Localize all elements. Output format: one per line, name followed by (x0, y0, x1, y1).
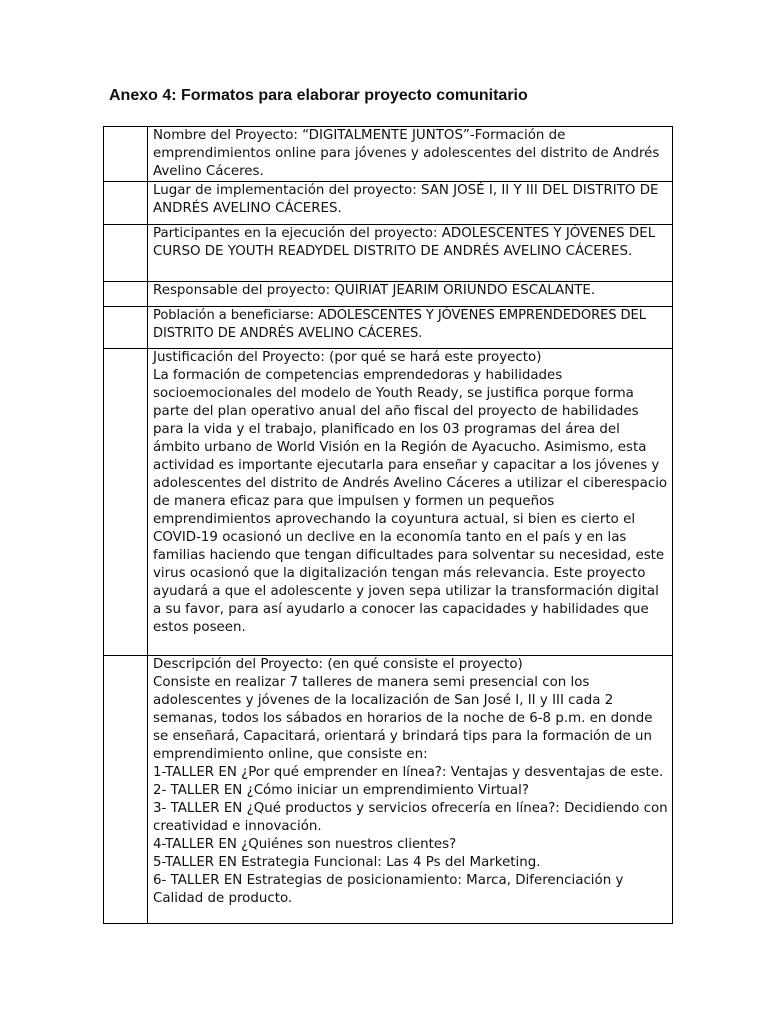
responsible-cell: Responsable del proyecto: QUIRIAT JEARIM ORIUNDO ESCALANTE. (148, 282, 673, 307)
workshop-item: 2- TALLER EN ¿Cómo iniciar un emprendimiento Virtual? (153, 783, 529, 798)
justification-heading: Justificación del Proyecto: (por qué se hará este proyecto) (153, 350, 542, 365)
table-row (104, 656, 673, 924)
table-row (104, 282, 673, 307)
row-number-cell (104, 307, 148, 349)
row-number-cell (104, 127, 148, 182)
row-number-cell (104, 349, 148, 656)
workshop-item: 6- TALLER EN Estrategias de posicionamiento: Marca, Diferenciación y Calidad de producto. (153, 873, 624, 906)
table-row (104, 127, 673, 182)
project-name-cell: Nombre del Proyecto: “DIGITALMENTE JUNTOS”-Formación de emprendimientos online para jóvenes y adolescentes del distrito de Andrés Avelino Cáceres. (148, 127, 673, 182)
table-row (104, 225, 673, 282)
row-number-cell (104, 656, 148, 924)
workshop-item: 3- TALLER EN ¿Qué productos y servicios ofrecería en línea?: Decidiendo con creatividad e innovación. (153, 801, 668, 834)
table-row (104, 182, 673, 225)
beneficiary-population-cell: Población a beneficiarse: ADOLESCENTES Y JÓVENES EMPRENDEDORES DEL DISTRITO DE ANDRÉS AVELINO CÁCERES. (148, 307, 673, 349)
row-number-cell (104, 225, 148, 282)
implementation-place-cell: Lugar de implementación del proyecto: SAN JOSÉ I, II Y III DEL DISTRITO DE ANDRÉS AVELINO CÁCERES. (148, 182, 673, 225)
description-cell (148, 656, 673, 924)
table-row (104, 349, 673, 656)
description-body: Consiste en realizar 7 talleres de manera semi presencial con los adolescentes y jóvenes de la localización de San José I, II y III cada 2 semanas, todos los sábados en horarios de la noche de 6-8 p.m. en donde se enseñará, Capacitará, orientará y brindará tips para la formación de un emprendimiento online, que consiste en: (153, 675, 653, 762)
workshop-item: 4-TALLER EN ¿Quiénes son nuestros clientes? (153, 837, 457, 852)
justification-body: La formación de competencias emprendedoras y habilidades socioemocionales del modelo de Youth Ready, se justifica porque forma parte del plan operativo anual del año fiscal del proyecto de habilidades para la vida y el trabajo, planificado en los 03 programas del área del ámbito urbano de World Visión en la Región de Ayacucho. Asimismo, esta actividad es importante ejecutarla para enseñar y capacitar a los jóvenes y adolescentes del distrito de Andrés Avelino Cáceres a utilizar el ciberespacio de manera eficaz para que impulsen y formen un pequeños emprendimientos aprovechando la coyuntura actual, si bien es cierto el COVID-19 ocasionó un declive en la economía tanto en el país y en las familias haciendo que tengan dificultades para solventar su necesidad, este virus ocasionó que la digitalización tengan más relevancia. Este proyecto ayudará a que el adolescente y joven sepa utilizar la transformación digital a su favor, para así ayudarlo a conocer las capacidades y habilidades que estos poseen. (153, 368, 668, 635)
table-row (104, 307, 673, 349)
participants-cell: Participantes en la ejecución del proyecto: ADOLESCENTES Y JÓVENES DEL CURSO DE YOUTH READYDEL DISTRITO DE ANDRÉS AVELINO CÁCERES. (148, 225, 673, 282)
row-number-cell (104, 182, 148, 225)
row-number-cell (104, 282, 148, 307)
project-format-table (103, 126, 673, 924)
description-heading: Descripción del Proyecto: (en qué consiste el proyecto) (153, 657, 523, 672)
justification-cell (148, 349, 673, 656)
workshop-item: 5-TALLER EN Estrategia Funcional: Las 4 Ps del Marketing. (153, 855, 541, 870)
document-title: Anexo 4: Formatos para elaborar proyecto comunitario (109, 87, 528, 104)
workshop-item: 1-TALLER EN ¿Por qué emprender en línea?: Ventajas y desventajas de este. (153, 765, 664, 780)
